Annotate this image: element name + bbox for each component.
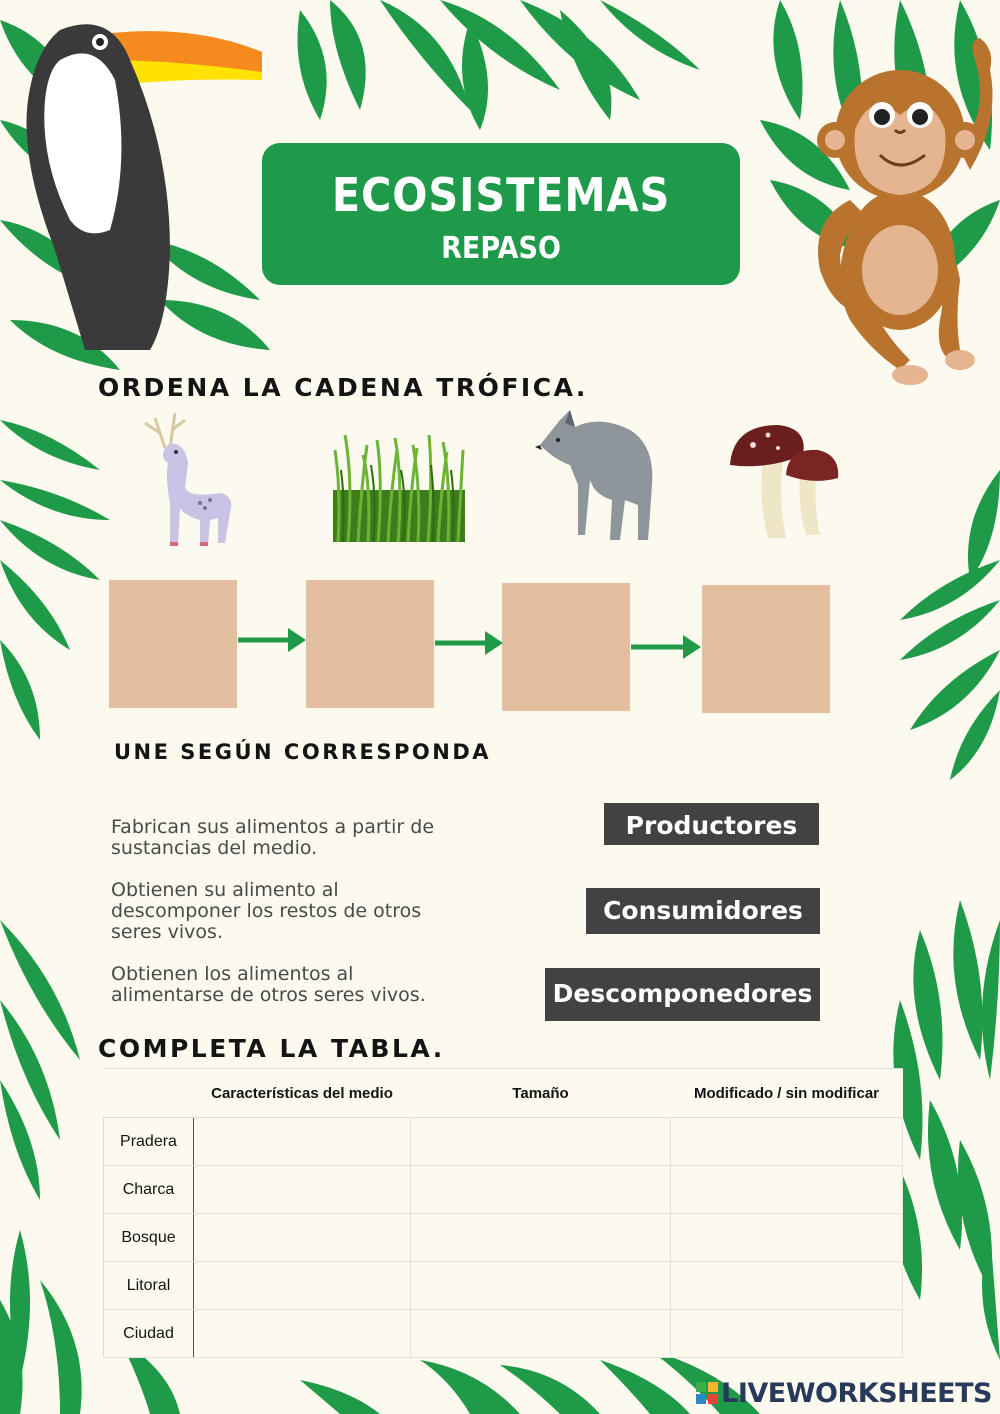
row-label: Litoral (104, 1262, 194, 1310)
table-cell[interactable] (194, 1310, 411, 1358)
page-subtitle: REPASO (441, 231, 561, 266)
ecosystem-table (103, 1068, 903, 1358)
grass-icon (333, 430, 465, 542)
column-header: Modificado / sin modificar (671, 1069, 903, 1118)
table-cell[interactable] (411, 1166, 671, 1214)
wolf-icon (530, 405, 660, 545)
chain-box-4[interactable] (702, 585, 830, 713)
column-header: Características del medio (194, 1069, 411, 1118)
table-cell[interactable] (671, 1166, 903, 1214)
table-cell[interactable] (411, 1214, 671, 1262)
table-row (104, 1118, 903, 1166)
label-consumidores[interactable]: Consumidores (586, 888, 820, 934)
arrow-right-icon (631, 632, 703, 662)
arrow-right-icon (435, 628, 505, 658)
label-descomponedores[interactable]: Descomponedores (545, 968, 820, 1021)
chain-box-3[interactable] (502, 583, 630, 711)
monkey-illustration (790, 30, 1000, 430)
label-productores[interactable]: Productores (604, 803, 819, 845)
deer-icon (130, 408, 240, 548)
table-row (104, 1166, 903, 1214)
liveworksheets-watermark (696, 1378, 992, 1409)
table-cell[interactable] (671, 1118, 903, 1166)
table-row (104, 1262, 903, 1310)
row-label: Pradera (104, 1118, 194, 1166)
table-cell[interactable] (411, 1262, 671, 1310)
table-cell[interactable] (411, 1310, 671, 1358)
chain-box-1[interactable] (109, 580, 237, 708)
definition-1: Fabrican sus alimentos a partir de sustancias del medio. (111, 816, 435, 859)
table-cell[interactable] (194, 1214, 411, 1262)
table-cell[interactable] (194, 1262, 411, 1310)
toucan-illustration (0, 0, 270, 360)
row-label: Charca (104, 1166, 194, 1214)
table-cell[interactable] (194, 1166, 411, 1214)
definition-3: Obtienen los alimentos al alimentarse de otros seres vivos. (111, 963, 426, 1006)
arrow-right-icon (238, 625, 308, 655)
table-cell[interactable] (411, 1118, 671, 1166)
table-cell[interactable] (671, 1214, 903, 1262)
column-header: Tamaño (411, 1069, 671, 1118)
column-header (104, 1069, 194, 1118)
definition-2: Obtienen su alimento al descomponer los restos de otros seres vivos. (111, 879, 422, 943)
table-heading: COMPLETA LA TABLA. (98, 1034, 445, 1063)
matching-heading: UNE SEGÚN CORRESPONDA (114, 740, 492, 764)
table-cell[interactable] (194, 1118, 411, 1166)
mushroom-icon (728, 420, 843, 540)
liveworksheets-logo-icon (696, 1382, 718, 1404)
chain-box-2[interactable] (306, 580, 434, 708)
row-label: Ciudad (104, 1310, 194, 1358)
page-title: ECOSISTEMAS (331, 168, 671, 222)
food-chain-heading: ORDENA LA CADENA TRÓFICA. (98, 373, 588, 402)
watermark-text: LIVEWORKSHEETS (721, 1378, 992, 1409)
table-cell[interactable] (671, 1310, 903, 1358)
table-row (104, 1310, 903, 1358)
table-cell[interactable] (671, 1262, 903, 1310)
row-label: Bosque (104, 1214, 194, 1262)
table-header-row (104, 1069, 903, 1118)
table-row (104, 1214, 903, 1262)
